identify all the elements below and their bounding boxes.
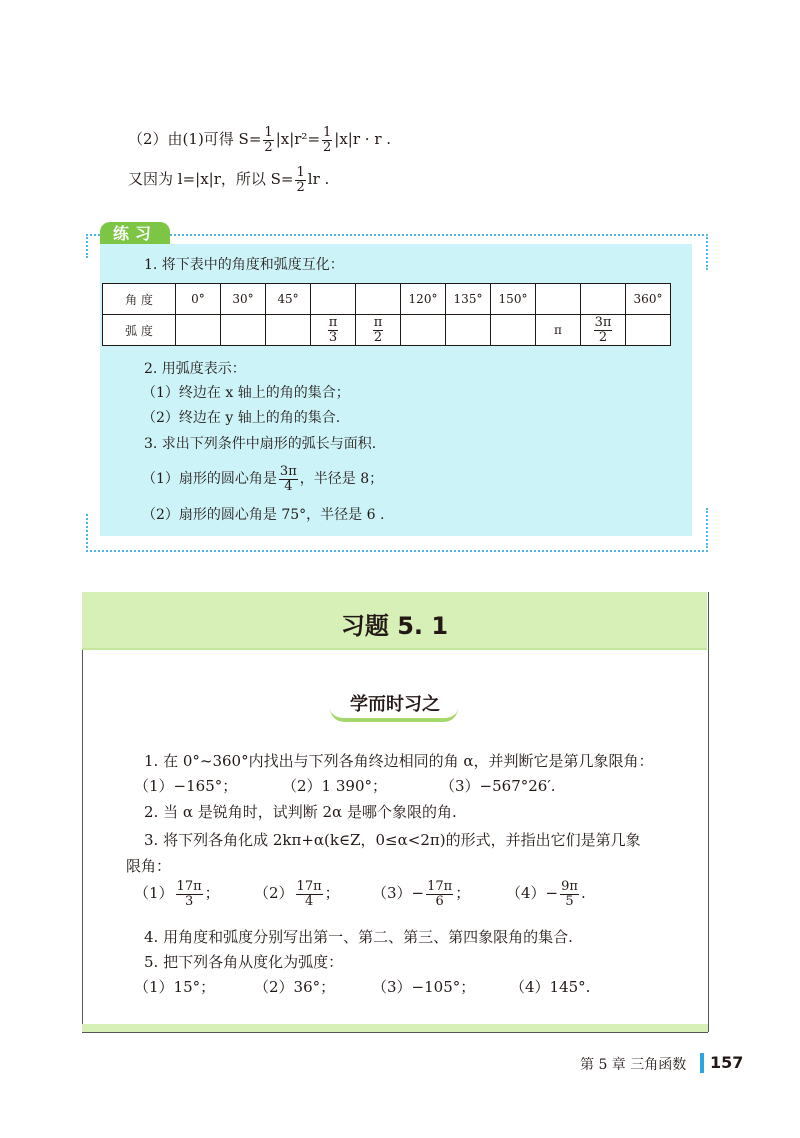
- table-cell: [446, 315, 491, 346]
- proof-line-2-prefix: 又因为 l=|x|r，所以 S=: [128, 170, 294, 189]
- practice-dots-left-bottom: [86, 514, 88, 548]
- exercise-3-item: [372, 880, 470, 908]
- radian-fraction: $\frac{3\pi}{2}$: [594, 314, 612, 345]
- exercise-1c: （3）−567°26′.: [440, 777, 556, 795]
- practice-q1: 1. 将下表中的角度和弧度互化：: [144, 257, 344, 273]
- fraction-3pi-4: $\frac{3\pi}{4}$: [279, 464, 297, 494]
- exercise-3-line2: 限角：: [126, 857, 172, 875]
- table-cell: [401, 315, 446, 346]
- exercise-subtitle: 学而时习之: [350, 694, 440, 715]
- exercise-3-item: [254, 880, 340, 908]
- footer-bar: [700, 1053, 704, 1073]
- exercise-5c: （3）−105°；: [372, 978, 476, 996]
- exercise-3-fraction: $\frac{17\pi}{6}$: [427, 879, 453, 909]
- practice-q2-1: （1）终边在 x 轴上的角的集合；: [142, 385, 350, 401]
- table-cell: [581, 284, 626, 315]
- table-cell: [581, 315, 626, 346]
- degree-row: [103, 284, 671, 315]
- radian-fraction: $\frac{\pi}{3}$: [328, 314, 338, 345]
- table-cell: 150°: [491, 284, 536, 315]
- table-cell: [626, 315, 671, 346]
- exercise-3-item-end: .: [580, 884, 586, 903]
- exercise-5a: （1）15°；: [134, 978, 216, 996]
- exercise-3-item-sign: −: [545, 884, 559, 903]
- table-cell: 120°: [401, 284, 446, 315]
- exercise-3-item-label: （2）: [254, 884, 294, 903]
- practice-dots-right-bottom: [706, 508, 708, 548]
- table-cell: [311, 315, 356, 346]
- table-cell: [266, 315, 311, 346]
- exercise-3-fraction: $\frac{17\pi}{3}$: [176, 879, 202, 909]
- exercise-1b: （2）1 390°；: [282, 777, 387, 795]
- exercise-3-item-label: （3）: [372, 884, 412, 903]
- practice-q3-1: [142, 465, 383, 493]
- table-cell: [491, 315, 536, 346]
- table-cell: 135°: [446, 284, 491, 315]
- page-number: 157: [710, 1053, 744, 1072]
- exercise-3-item-label: （4）: [506, 884, 546, 903]
- table-cell: π: [536, 315, 581, 346]
- exercise-5b: （2）36°；: [254, 978, 336, 996]
- practice-q2-2: （2）终边在 y 轴上的角的集合.: [142, 410, 341, 426]
- exercise-3-item-end: ；: [455, 884, 471, 903]
- exercise-3-item: [506, 880, 586, 908]
- exercise-3-item-end: ；: [204, 884, 220, 903]
- exercise-title: 习题 5. 1: [340, 612, 449, 640]
- table-cell: 30°: [221, 284, 266, 315]
- exercise-5: 5. 把下列各角从度化为弧度：: [144, 953, 344, 971]
- proof-line-2: [128, 166, 329, 194]
- practice-q3-1-tail: ，半径是 8；: [299, 471, 384, 488]
- table-cell: [536, 284, 581, 315]
- fraction-half-2: $\frac{1}{2}$: [323, 125, 332, 155]
- practice-q2: 2. 用弧度表示：: [144, 361, 246, 377]
- radian-fraction: $\frac{\pi}{2}$: [373, 314, 383, 345]
- exercise-3-item: [134, 880, 220, 908]
- practice-q3-1-prefix: （1）扇形的圆心角是: [142, 471, 277, 488]
- exercise-1a: （1）−165°；: [134, 777, 238, 795]
- table-cell: 45°: [266, 284, 311, 315]
- table-cell: [356, 315, 401, 346]
- exercise-3-fraction: $\frac{9\pi}{5}$: [561, 879, 578, 909]
- exercise-4: 4. 用角度和弧度分别写出第一、第二、第三、第四象限角的集合.: [144, 928, 573, 946]
- exercise-3-item-sign: −: [411, 884, 425, 903]
- subtitle-underline: [330, 708, 458, 722]
- table-cell: [221, 315, 266, 346]
- row-label-degree: 角 度: [103, 284, 176, 315]
- radian-row: [103, 315, 671, 346]
- exercise-bottom-band: [82, 1024, 708, 1033]
- proof-line-1-mid: |x|r²=: [275, 130, 321, 149]
- table-cell: [176, 315, 221, 346]
- exercise-3-item-end: ；: [324, 884, 340, 903]
- fraction-half: $\frac{1}{2}$: [264, 125, 273, 155]
- footer-chapter: 第 5 章 三角函数: [580, 1057, 687, 1073]
- exercise-3-line1: 3. 将下列各角化成 2kπ+α(k∈Z，0≤α<2π)的形式，并指出它们是第几象: [144, 831, 641, 849]
- table-cell: 0°: [176, 284, 221, 315]
- practice-q3: 3. 求出下列条件中扇形的弧长与面积.: [144, 436, 377, 452]
- practice-q3-2: （2）扇形的圆心角是 75°，半径是 6 .: [142, 507, 385, 523]
- proof-line-1-tail: |x|r · r .: [334, 130, 392, 149]
- row-label-radian: 弧 度: [103, 315, 176, 346]
- practice-tag: 练习: [100, 222, 170, 244]
- proof-line-2-tail: lr .: [307, 170, 330, 189]
- exercise-2: 2. 当 α 是锐角时，试判断 2α 是哪个象限的角.: [144, 803, 457, 821]
- proof-line-1: [128, 126, 391, 154]
- table-cell: [311, 284, 356, 315]
- proof-line-1-prefix: （2）由(1)可得 S=: [128, 130, 262, 149]
- fraction-half-3: $\frac{1}{2}$: [296, 165, 305, 195]
- conversion-table: [102, 283, 671, 346]
- table-cell: 360°: [626, 284, 671, 315]
- table-cell: [356, 284, 401, 315]
- exercise-1: 1. 在 0°~360°内找出与下列各角终边相同的角 α，并判断它是第几象限角：: [144, 752, 654, 770]
- exercise-3-fraction: $\frac{17\pi}{4}$: [296, 879, 322, 909]
- practice-dots-left-top: [86, 234, 88, 258]
- exercise-3-item-label: （1）: [134, 884, 174, 903]
- exercise-5d: （4）145°.: [510, 978, 591, 996]
- practice-dots-right-top: [706, 234, 708, 270]
